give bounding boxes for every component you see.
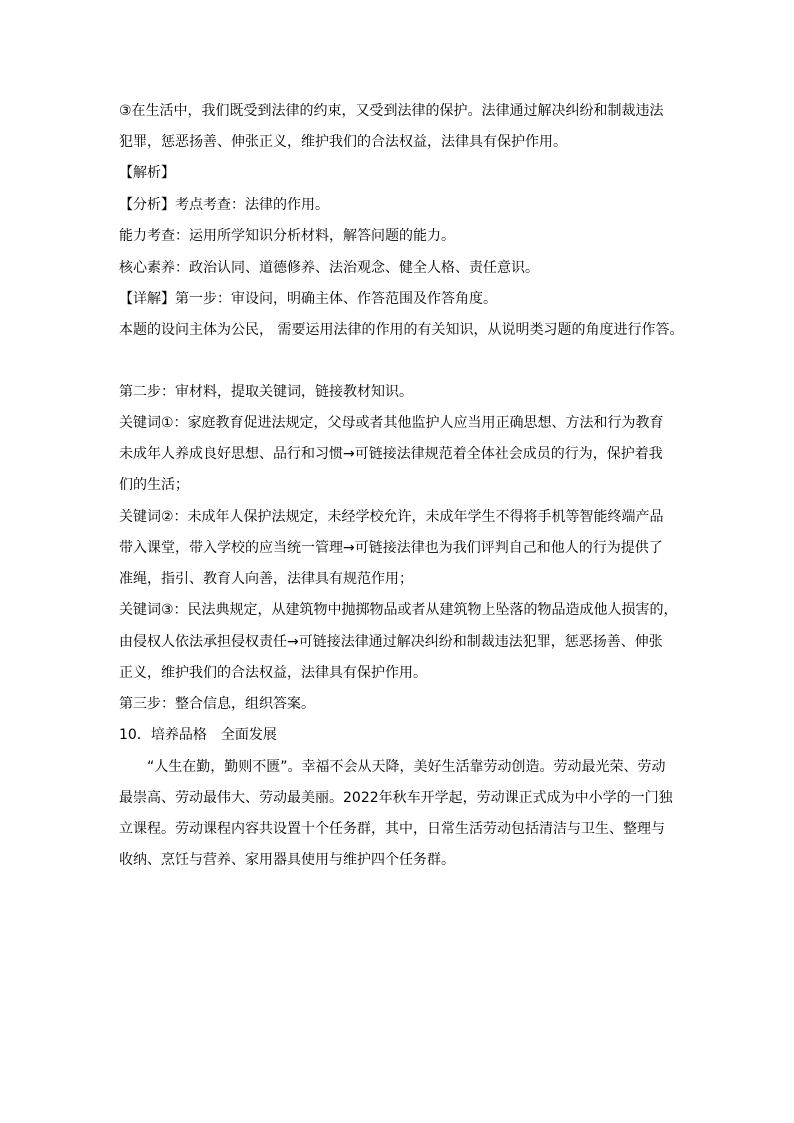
text-line: 最崇高、劳动最伟大、劳动最美丽。2022年秋车开学起，劳动课正式成为中小学的一门独 bbox=[119, 790, 673, 806]
text-line: 能力考查：运用所学知识分析材料，解答问题的能力。 bbox=[119, 228, 455, 244]
text-line: 未成年人养成良好思想、品行和习惯→可链接法律规范着全体社会成员的行为，保护着我 bbox=[119, 446, 663, 462]
text-line: 立课程。劳动课程内容共设置十个任务群，其中，日常生活劳动包括清洁与卫生、整理与 bbox=[119, 821, 665, 837]
text-line: 们的生活； bbox=[119, 477, 189, 493]
text-line: 【分析】考点考查：法律的作用。 bbox=[119, 197, 329, 213]
text-line: 关键词②：未成年人保护法规定，未经学校允许，未成年学生不得将手机等智能终端产品 bbox=[119, 509, 664, 525]
text-line: 犯罪，惩恶扬善、伸张正义，维护我们的合法权益，法律具有保护作用。 bbox=[119, 134, 567, 150]
text-line: 第三步：整合信息，组织答案。 bbox=[119, 696, 315, 712]
text-line: 带入课堂，带入学校的应当统一管理→可链接法律也为我们评判自己和他人的行为提供了 bbox=[119, 540, 663, 556]
text-line: 关键词③：民法典规定，从建筑物中抛掷物品或者从建筑物上坠落的物品造成他人损害的， bbox=[119, 602, 678, 618]
text-line: 准绳，指引、教育人向善，法律具有规范作用； bbox=[119, 571, 413, 587]
text-line: 本题的设问主体为公民， 需要运用法律的作用的有关知识，从说明类习题的角度进行作答。 bbox=[119, 322, 684, 338]
text-line: ③在生活中，我们既受到法律的约束，又受到法律的保护。法律通过解决纠纷和制裁违法 bbox=[119, 103, 664, 119]
text-line: 【详解】第一步：审设问，明确主体、作答范围及作答角度。 bbox=[119, 291, 497, 307]
question-heading: 10．培养品格 全面发展 bbox=[119, 727, 277, 743]
section-heading: 【解析】 bbox=[119, 165, 175, 181]
text-line: 正义，维护我们的合法权益，法律具有保护作用。 bbox=[119, 665, 427, 681]
text-line: “人生在勤，勤则不匮”。幸福不会从天降，美好生活靠劳动创造。劳动最光荣、劳动 bbox=[147, 759, 666, 775]
text-line: 核心素养：政治认同、道德修养、法治观念、健全人格、责任意识。 bbox=[119, 260, 539, 276]
text-line: 收纳、烹饪与营养、家用器具使用与维护四个任务群。 bbox=[119, 852, 455, 868]
text-line: 第二步：审材料，提取关键词，链接教材知识。 bbox=[119, 384, 413, 400]
text-line: 关键词①：家庭教育促进法规定，父母或者其他监护人应当用正确思想、方法和行为教育 bbox=[119, 415, 664, 431]
text-line: 由侵权人依法承担侵权责任→可链接法律通过解决纠纷和制裁违法犯罪，惩恶扬善、伸张 bbox=[119, 634, 663, 650]
